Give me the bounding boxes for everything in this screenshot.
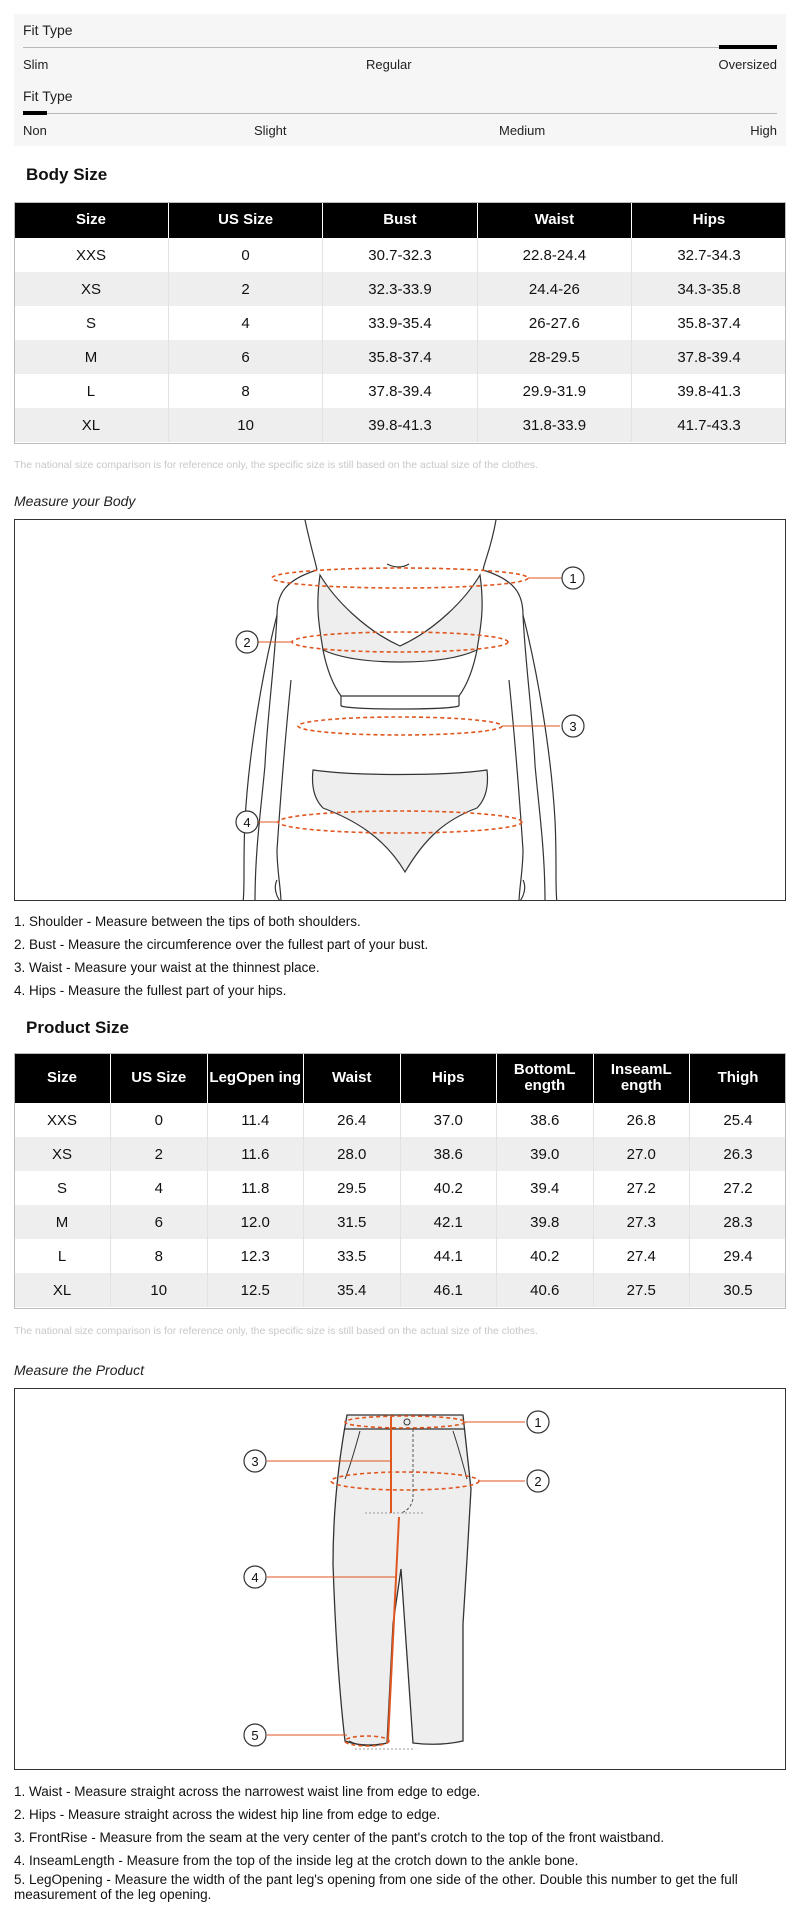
table-cell: S bbox=[56, 1179, 67, 1197]
table-row bbox=[14, 1273, 786, 1307]
instruction-item: 2. Hips - Measure straight across the widest hip line from edge to edge. bbox=[14, 1807, 441, 1822]
table-cell: 26-27.6 bbox=[477, 306, 631, 340]
table-cell: 35.4 bbox=[304, 1273, 401, 1307]
table-row bbox=[14, 1205, 786, 1239]
instruction-item: 5. LegOpening - Measure the width of the pant leg's opening from one side of the other. Double this number to get the full measurement of the leg opening. bbox=[14, 1872, 738, 1902]
table-cell: 29.4 bbox=[690, 1239, 787, 1273]
measure-body-heading: Measure your Body bbox=[14, 493, 136, 509]
body-illustration bbox=[15, 520, 786, 901]
table-row bbox=[14, 1171, 786, 1205]
fit-type-scale bbox=[23, 14, 777, 74]
table-cell: 35.8-37.4 bbox=[632, 306, 786, 340]
stretch-title: Fit Type bbox=[23, 88, 73, 104]
table-cell: 41.7-43.3 bbox=[632, 408, 786, 442]
table-row bbox=[14, 1239, 786, 1273]
table-header-row bbox=[14, 202, 786, 238]
body-size-title: Body Size bbox=[26, 165, 108, 184]
table-cell: XXS bbox=[75, 246, 106, 264]
column-header: Waist bbox=[477, 202, 631, 238]
product-size-title: Product Size bbox=[26, 1018, 129, 1037]
table-cell: XL bbox=[14, 408, 168, 442]
marker-1-label: 1 bbox=[534, 1415, 542, 1430]
table-cell: 37.8-39.4 bbox=[632, 340, 786, 374]
measure-product-heading: Measure the Product bbox=[14, 1362, 144, 1378]
table-cell: 27.3 bbox=[593, 1205, 690, 1239]
table-cell: 30.5 bbox=[690, 1273, 787, 1307]
table-cell: 11.4 bbox=[207, 1103, 304, 1137]
table-cell: 12.3 bbox=[207, 1239, 304, 1273]
table-cell: 4 bbox=[168, 306, 322, 340]
table-cell: 12.5 bbox=[207, 1273, 304, 1307]
table-cell: M bbox=[14, 340, 168, 374]
stretch-scale bbox=[23, 80, 777, 140]
table-cell: L bbox=[86, 382, 96, 400]
table-cell: 8 bbox=[168, 374, 322, 408]
table-cell: XL bbox=[14, 1273, 111, 1307]
instruction-item: 1. Waist - Measure straight across the narrowest waist line from edge to edge. bbox=[14, 1784, 481, 1799]
table-row bbox=[14, 408, 786, 442]
product-size-note: The national size comparison is for reference only, the specific size is still based on the actual size of the clothes. bbox=[14, 1325, 538, 1337]
table-cell: 29.9-31.9 bbox=[477, 374, 631, 408]
table-cell: 35.8-37.4 bbox=[323, 340, 477, 374]
table-cell: 28-29.5 bbox=[477, 340, 631, 374]
column-header: Size bbox=[14, 1053, 111, 1103]
table-cell: 30.7-32.3 bbox=[323, 238, 477, 272]
product-size-table bbox=[14, 1053, 786, 1307]
column-header: Bust bbox=[323, 202, 477, 238]
table-row bbox=[14, 238, 786, 272]
marker-3-label: 3 bbox=[569, 719, 577, 734]
table-cell: 27.4 bbox=[593, 1239, 690, 1273]
fit-label-slim: Slim bbox=[23, 57, 49, 72]
body-size-note: The national size comparison is for reference only, the specific size is still based on the actual size of the clothes. bbox=[14, 459, 538, 471]
table-row bbox=[14, 340, 786, 374]
column-header: InseamL ength bbox=[593, 1053, 690, 1103]
marker-2-label: 2 bbox=[243, 635, 251, 650]
table-cell: 39.4 bbox=[497, 1171, 594, 1205]
table-cell: 11.8 bbox=[207, 1171, 304, 1205]
marker-1-label: 1 bbox=[569, 571, 577, 586]
table-cell: 40.2 bbox=[400, 1171, 497, 1205]
table-cell: 12.0 bbox=[207, 1205, 304, 1239]
marker-2-label: 2 bbox=[534, 1474, 542, 1489]
table-cell: 37.0 bbox=[400, 1103, 497, 1137]
table-row bbox=[14, 272, 786, 306]
table-cell: S bbox=[85, 314, 96, 332]
instruction-item: 2. Bust - Measure the circumference over the fullest part of your bust. bbox=[14, 937, 429, 952]
table-cell: 40.6 bbox=[497, 1273, 594, 1307]
table-row bbox=[14, 374, 786, 408]
table-cell: 28.0 bbox=[304, 1137, 401, 1171]
table-cell: 27.2 bbox=[690, 1171, 787, 1205]
briefs-shape bbox=[312, 770, 487, 872]
table-cell: 40.2 bbox=[497, 1239, 594, 1273]
product-instructions bbox=[14, 1780, 786, 1902]
table-cell: 27.2 bbox=[593, 1171, 690, 1205]
column-header: US Size bbox=[168, 202, 322, 238]
instruction-item: 1. Shoulder - Measure between the tips of both shoulders. bbox=[14, 914, 361, 929]
table-cell: 27.0 bbox=[593, 1137, 690, 1171]
table-cell: 44.1 bbox=[400, 1239, 497, 1273]
table-cell: 39.8-41.3 bbox=[632, 374, 786, 408]
product-measure-figure bbox=[14, 1388, 786, 1770]
marker-4-label: 4 bbox=[251, 1570, 259, 1585]
instruction-item: 3. FrontRise - Measure from the seam at the very center of the pant's crotch to the top of the front waistband. bbox=[14, 1830, 665, 1845]
table-row bbox=[14, 1137, 786, 1171]
stretch-label-non: Non bbox=[23, 123, 47, 138]
fit-selected-marker bbox=[719, 45, 777, 49]
table-cell: 42.1 bbox=[400, 1205, 497, 1239]
table-cell: 46.1 bbox=[400, 1273, 497, 1307]
table-cell: 38.6 bbox=[497, 1103, 594, 1137]
table-cell: 2 bbox=[168, 272, 322, 306]
table-cell: 27.5 bbox=[593, 1273, 690, 1307]
instruction-item: 4. Hips - Measure the fullest part of your hips. bbox=[14, 983, 287, 998]
table-header-row bbox=[14, 1053, 786, 1103]
instruction-item: 4. InseamLength - Measure from the top of the inside leg at the crotch down to the ankle bone. bbox=[14, 1853, 579, 1868]
table-cell: 37.8-39.4 bbox=[323, 374, 477, 408]
marker-5-label: 5 bbox=[251, 1728, 259, 1743]
table-row bbox=[14, 1103, 786, 1137]
table-cell: XS bbox=[14, 272, 168, 306]
table-cell: 33.9-35.4 bbox=[323, 306, 477, 340]
body-size-table bbox=[14, 202, 786, 442]
instruction-item: 3. Waist - Measure your waist at the thinnest place. bbox=[14, 960, 320, 975]
table-cell: 0 bbox=[111, 1103, 208, 1137]
table-cell: 6 bbox=[111, 1205, 208, 1239]
table-cell: 25.4 bbox=[690, 1103, 787, 1137]
body-instructions bbox=[14, 910, 786, 1002]
table-row bbox=[14, 306, 786, 340]
column-header: Size bbox=[14, 202, 168, 238]
column-header: Waist bbox=[304, 1053, 401, 1103]
table-cell: 22.8-24.4 bbox=[477, 238, 631, 272]
stretch-label-medium: Medium bbox=[499, 123, 546, 138]
table-cell: 32.7-34.3 bbox=[632, 238, 786, 272]
table-cell: 39.0 bbox=[497, 1137, 594, 1171]
column-header: US Size bbox=[111, 1053, 208, 1103]
marker-3-label: 3 bbox=[251, 1454, 259, 1469]
table-cell: 39.8-41.3 bbox=[323, 408, 477, 442]
fit-label-regular: Regular bbox=[366, 57, 412, 72]
table-cell: 31.8-33.9 bbox=[477, 408, 631, 442]
marker-4-label: 4 bbox=[243, 815, 251, 830]
stretch-scale-line bbox=[23, 113, 777, 114]
table-cell: 24.4-26 bbox=[477, 272, 631, 306]
stretch-label-high: High bbox=[750, 123, 777, 138]
table-cell: 34.3-35.8 bbox=[632, 272, 786, 306]
table-cell: 31.5 bbox=[304, 1205, 401, 1239]
column-header: BottomL ength bbox=[497, 1053, 594, 1103]
table-cell: 32.3-33.9 bbox=[323, 272, 477, 306]
pants-illustration bbox=[15, 1389, 786, 1770]
column-header: Hips bbox=[400, 1053, 497, 1103]
table-cell: 26.4 bbox=[304, 1103, 401, 1137]
table-cell: 0 bbox=[168, 238, 322, 272]
table-cell: 8 bbox=[111, 1239, 208, 1273]
table-cell: 29.5 bbox=[304, 1171, 401, 1205]
body-measure-figure bbox=[14, 519, 786, 901]
pants-shape bbox=[333, 1415, 471, 1745]
table-cell: 4 bbox=[111, 1171, 208, 1205]
table-cell: 6 bbox=[168, 340, 322, 374]
column-header: Thigh bbox=[690, 1053, 787, 1103]
table-cell: 38.6 bbox=[400, 1137, 497, 1171]
table-cell: XS bbox=[14, 1137, 111, 1171]
table-cell: 2 bbox=[111, 1137, 208, 1171]
fit-type-panel bbox=[14, 14, 786, 146]
table-cell: 11.6 bbox=[207, 1137, 304, 1171]
table-cell: 39.8 bbox=[497, 1205, 594, 1239]
table-cell: 26.8 bbox=[593, 1103, 690, 1137]
table-cell: M bbox=[14, 1205, 111, 1239]
table-cell: 10 bbox=[168, 408, 322, 442]
table-cell: 26.3 bbox=[690, 1137, 787, 1171]
table-cell: L bbox=[57, 1247, 67, 1265]
stretch-label-slight: Slight bbox=[254, 123, 287, 138]
table-cell: 28.3 bbox=[690, 1205, 787, 1239]
column-header: Hips bbox=[632, 202, 786, 238]
fit-scale-line bbox=[23, 47, 777, 48]
fit-type-title: Fit Type bbox=[23, 22, 73, 38]
table-cell: 10 bbox=[111, 1273, 208, 1307]
table-cell: XXS bbox=[46, 1111, 77, 1129]
fit-label-oversized: Oversized bbox=[718, 57, 777, 72]
column-header: LegOpen ing bbox=[207, 1053, 304, 1103]
stretch-selected-marker bbox=[23, 111, 47, 115]
table-cell: 33.5 bbox=[304, 1239, 401, 1273]
